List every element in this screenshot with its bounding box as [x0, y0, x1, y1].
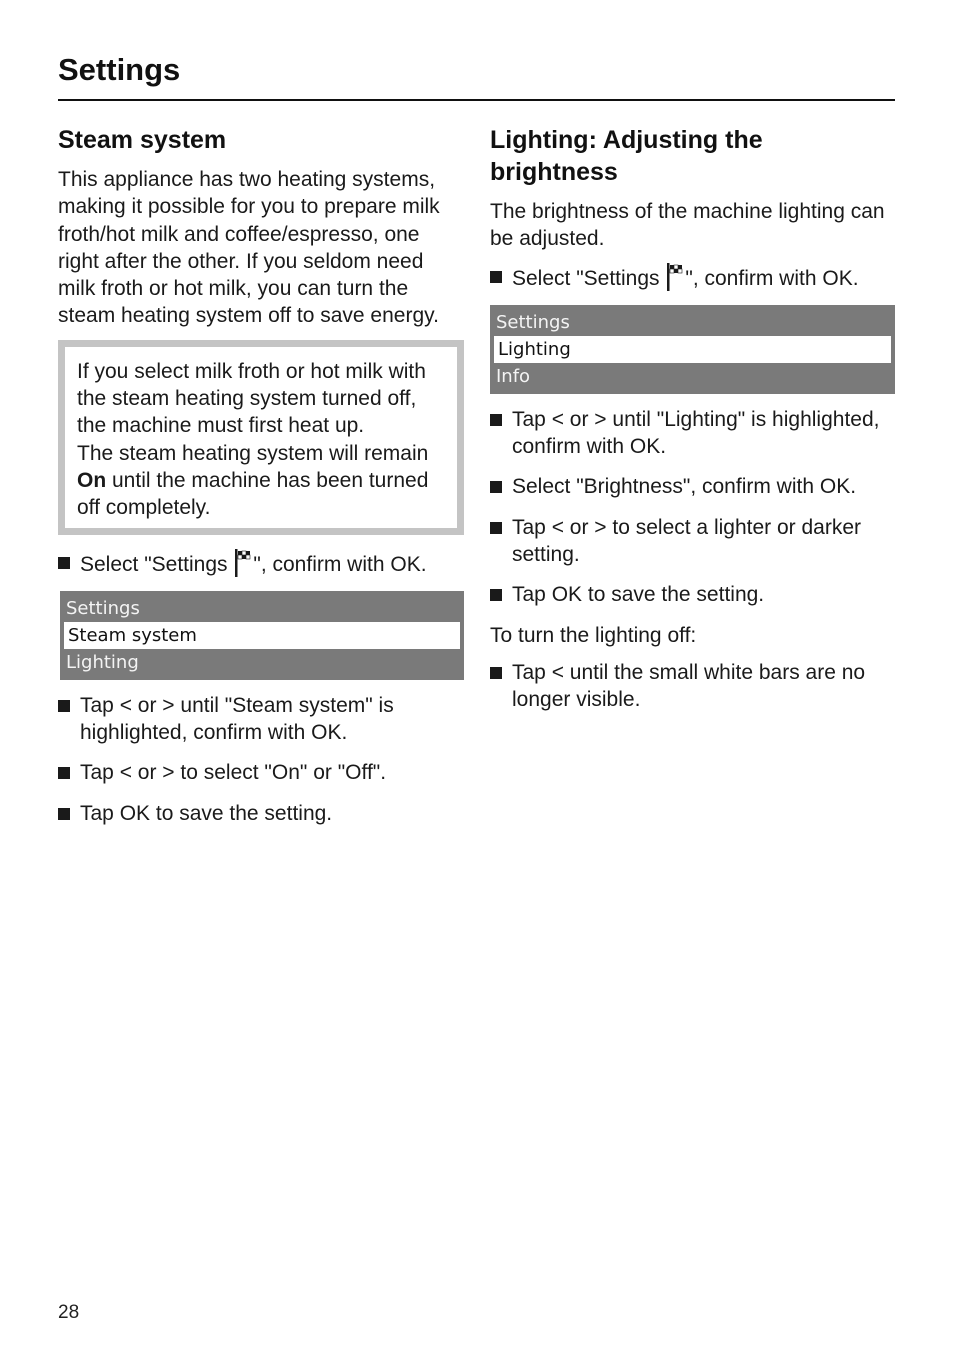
- title-rule: [58, 99, 895, 101]
- steam-system-section: [58, 124, 464, 840]
- bullet-icon: [58, 557, 70, 569]
- step-text: Tap < or > to select a lighter or darker setting.: [512, 515, 862, 567]
- step-text: [80, 549, 464, 578]
- lighting-step-5: [490, 581, 895, 608]
- lighting-step-2: [490, 406, 895, 461]
- step-text-post: ", confirm with OK.: [685, 266, 859, 290]
- step-text: Tap < or > until "Steam system" is highlighted, confirm with OK.: [80, 693, 394, 745]
- step-text: Tap < or > until "Lighting" is highlighted, confirm with OK.: [512, 407, 880, 459]
- steam-display-screen: [60, 591, 464, 680]
- note-text: The steam heating system will remain: [77, 441, 429, 465]
- step-text-pre: Select "Settings: [80, 552, 234, 576]
- note-text: until the machine has been turned off completely.: [77, 468, 429, 520]
- bullet-icon: [490, 271, 502, 283]
- lighting-step-1: [490, 263, 895, 292]
- display-row-settings: Settings: [66, 597, 140, 619]
- display-row-settings: Settings: [496, 311, 570, 333]
- steam-note-line1: If you select milk froth or hot milk with the steam heating system turned off, the machine must first heat up.: [77, 359, 426, 438]
- lighting-off-step: [490, 659, 895, 714]
- display-row-steam-system: Steam system: [64, 622, 460, 649]
- bullet-icon: [58, 808, 70, 820]
- steam-step-1: [58, 549, 464, 578]
- bullet-icon: [58, 767, 70, 779]
- step-text-post: ", confirm with OK.: [253, 552, 427, 576]
- step-text: Tap < until the small white bars are no longer visible.: [512, 660, 866, 712]
- steam-step-2: [58, 692, 464, 747]
- step-text: Tap OK to save the setting.: [512, 583, 765, 607]
- steam-intro: This appliance has two heating systems, making it possible for you to prepare milk froth/hot milk and coffee/espresso, one right after the other. If you seldom need milk froth or hot milk, you can turn the steam heating system off to save energy.: [58, 168, 440, 328]
- lighting-step-4: [490, 514, 895, 569]
- lighting-intro: The brightness of the machine lighting can be adjusted.: [490, 200, 885, 251]
- steam-note-line2: [77, 440, 445, 522]
- page-title: Settings: [58, 52, 181, 87]
- lighting-section: [490, 124, 895, 727]
- display-row-lighting: Lighting: [494, 336, 891, 363]
- bullet-icon: [490, 667, 502, 679]
- lighting-off-intro: To turn the lighting off:: [490, 623, 697, 647]
- bullet-icon: [490, 589, 502, 601]
- step-text: Tap < or > to select "On" or "Off".: [80, 761, 387, 785]
- page-number: 28: [58, 1302, 80, 1323]
- lighting-display-screen: [490, 305, 895, 394]
- display-row-lighting: Lighting: [66, 651, 139, 673]
- steam-note-box: [58, 340, 464, 535]
- step-text: Select "Brightness", confirm with OK.: [512, 475, 857, 499]
- bullet-icon: [490, 414, 502, 426]
- display-row-info: Info: [496, 365, 531, 387]
- settings-flag-icon: [666, 263, 684, 291]
- steam-step-3: [58, 759, 464, 786]
- settings-flag-icon: [234, 549, 252, 577]
- steam-step-4: [58, 800, 464, 827]
- note-bold-on: On: [77, 468, 107, 492]
- lighting-heading: Lighting: Adjusting the brightness: [490, 126, 763, 186]
- step-text-pre: Select "Settings: [512, 266, 666, 290]
- bullet-icon: [58, 700, 70, 712]
- bullet-icon: [490, 522, 502, 534]
- lighting-step-3: [490, 473, 895, 500]
- bullet-icon: [490, 481, 502, 493]
- steam-system-heading: Steam system: [58, 126, 227, 154]
- step-text: Tap OK to save the setting.: [80, 801, 333, 825]
- step-text: [512, 263, 895, 292]
